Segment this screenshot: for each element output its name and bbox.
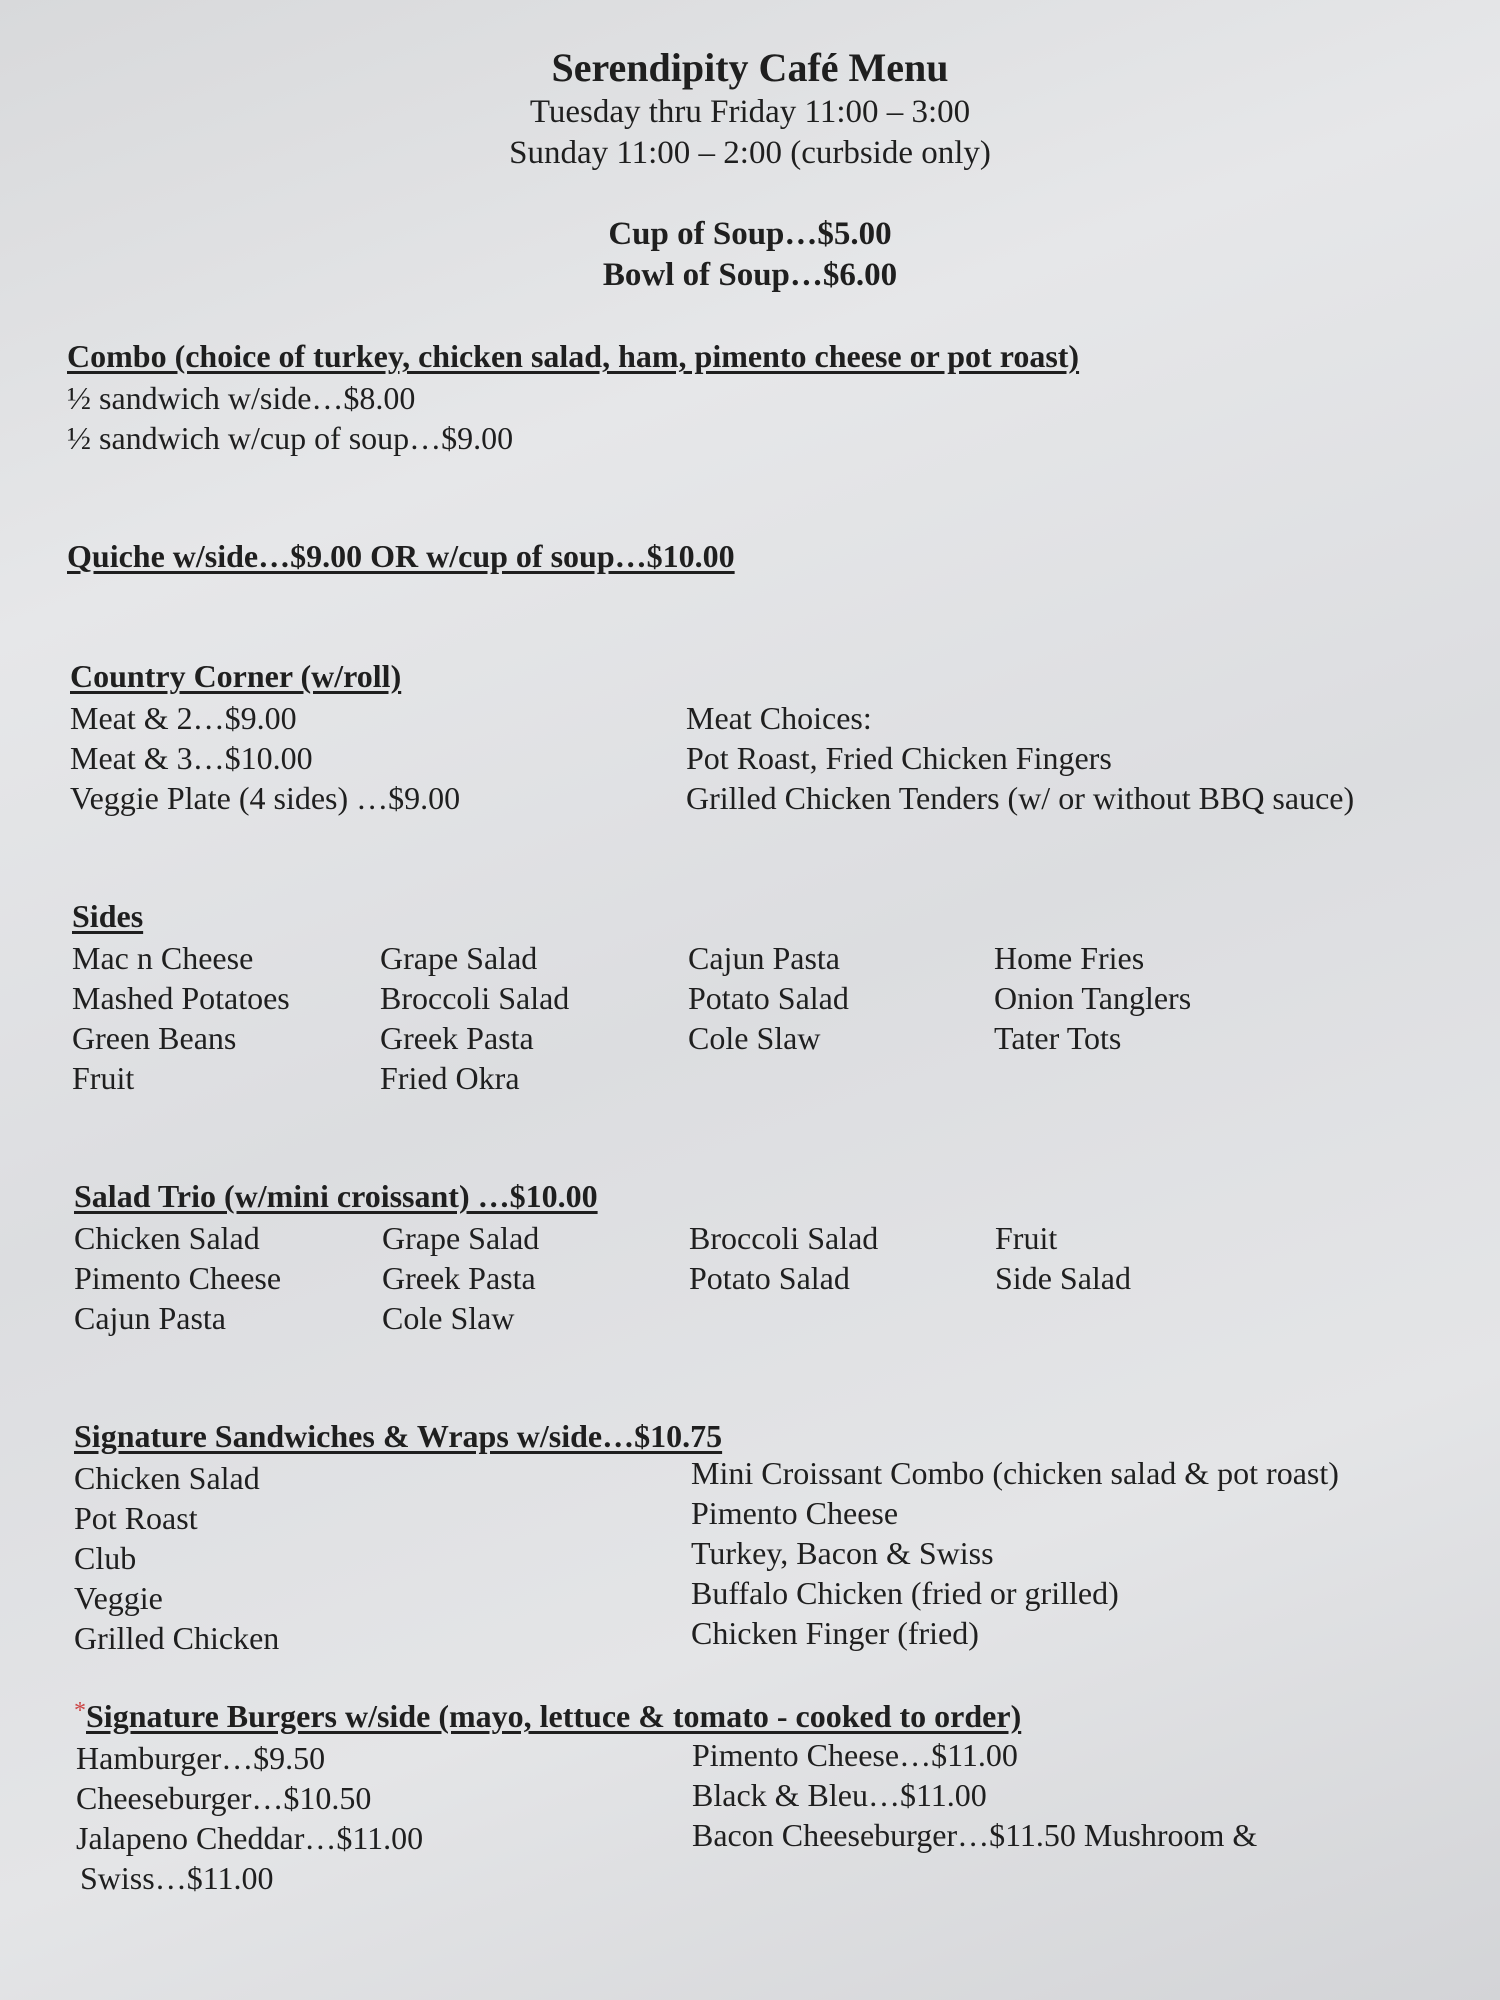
- sandwiches-col-1: [74, 1458, 279, 1658]
- meat-choices-label: Meat Choices:: [686, 700, 872, 736]
- salad-item: Grape Salad: [382, 1220, 540, 1256]
- burgers-col-2: [692, 1735, 1257, 1855]
- sandwiches-heading: Signature Sandwiches & Wraps w/side…$10.75: [74, 1418, 723, 1454]
- combo-list: [67, 378, 513, 458]
- side-item: Fruit: [72, 1060, 135, 1096]
- sides-col-1: [72, 938, 290, 1098]
- hours-weekday: Tuesday thru Friday 11:00 – 3:00: [529, 94, 971, 130]
- meat-choice: Pot Roast, Fried Chicken Fingers: [686, 740, 1112, 776]
- salad-item: Side Salad: [995, 1260, 1131, 1296]
- side-item: Mac n Cheese: [72, 940, 254, 976]
- sandwich-item: Grilled Chicken: [74, 1620, 280, 1656]
- combo-item: ½ sandwich w/cup of soup…$9.00: [67, 420, 514, 456]
- sandwich-item: Chicken Salad: [74, 1460, 260, 1496]
- side-item: Broccoli Salad: [380, 980, 570, 1016]
- soup-cup-price: Cup of Soup…$5.00: [608, 216, 892, 252]
- sandwich-item: Veggie: [74, 1580, 163, 1616]
- sides-col-4: [994, 938, 1191, 1058]
- salad-item: Cajun Pasta: [74, 1300, 226, 1336]
- soup-bowl-price: Bowl of Soup…$6.00: [602, 257, 898, 293]
- salad-item: Fruit: [995, 1220, 1058, 1256]
- salad-item: Greek Pasta: [382, 1260, 536, 1296]
- salad-item: Chicken Salad: [74, 1220, 260, 1256]
- asterisk-mark: *: [74, 1698, 86, 1724]
- quiche-heading: Quiche w/side…$9.00 OR w/cup of soup…$10.00: [67, 538, 735, 574]
- sandwich-item: Chicken Finger (fried): [691, 1615, 979, 1651]
- combo-heading: Combo (choice of turkey, chicken salad, ham, pimento cheese or pot roast): [67, 338, 1080, 374]
- burgers-heading-row: [74, 1698, 1021, 1735]
- burger-item: Hamburger…$9.50: [76, 1740, 326, 1776]
- burger-item: Jalapeno Cheddar…$11.00: [76, 1820, 424, 1856]
- salad-item: Pimento Cheese: [74, 1260, 282, 1296]
- sandwiches-col-2: [691, 1453, 1339, 1653]
- meat-choices: [686, 698, 1354, 818]
- country-item: Veggie Plate (4 sides) …$9.00: [70, 780, 461, 816]
- side-item: Green Beans: [72, 1020, 237, 1056]
- sandwich-item: Club: [74, 1540, 137, 1576]
- sandwich-item: Pot Roast: [74, 1500, 198, 1536]
- hours-sunday: Sunday 11:00 – 2:00 (curbside only): [509, 135, 991, 171]
- combo-item: ½ sandwich w/side…$8.00: [67, 380, 416, 416]
- burgers-heading: Signature Burgers w/side (mayo, lettuce & tomato - cooked to order): [86, 1698, 1022, 1734]
- side-item: Fried Okra: [380, 1060, 520, 1096]
- burger-item: Cheeseburger…$10.50: [76, 1780, 372, 1816]
- country-item: Meat & 3…$10.00: [70, 740, 313, 776]
- salad-trio-col-2: [382, 1218, 539, 1338]
- country-item: Meat & 2…$9.00: [70, 700, 297, 736]
- salad-item: Cole Slaw: [382, 1300, 515, 1336]
- burgers-col-1: [76, 1738, 423, 1898]
- salad-trio-col-1: [74, 1218, 281, 1338]
- country-heading: Country Corner (w/roll): [70, 658, 402, 694]
- salad-item: Broccoli Salad: [689, 1220, 879, 1256]
- side-item: Grape Salad: [380, 940, 538, 976]
- side-item: Onion Tanglers: [994, 980, 1192, 1016]
- sides-col-2: [380, 938, 569, 1098]
- salad-item: Potato Salad: [689, 1260, 850, 1296]
- side-item: Cajun Pasta: [688, 940, 840, 976]
- side-item: Cole Slaw: [688, 1020, 821, 1056]
- burger-item: Black & Bleu…$11.00: [692, 1777, 987, 1813]
- side-item: Home Fries: [994, 940, 1145, 976]
- salad-trio-col-4: [995, 1218, 1131, 1298]
- sandwich-item: Buffalo Chicken (fried or grilled): [691, 1575, 1119, 1611]
- side-item: Tater Tots: [994, 1020, 1122, 1056]
- sides-col-3: [688, 938, 849, 1058]
- sandwich-item: Turkey, Bacon & Swiss: [691, 1535, 994, 1571]
- country-list: [70, 698, 460, 818]
- meat-choice: Grilled Chicken Tenders (w/ or without BBQ sauce): [686, 780, 1355, 816]
- sides-heading: Sides: [72, 898, 144, 934]
- burger-item: Bacon Cheeseburger…$11.50 Mushroom &: [692, 1817, 1258, 1853]
- menu-title: Serendipity Café Menu: [551, 45, 949, 90]
- sandwich-item: Pimento Cheese: [691, 1495, 899, 1531]
- side-item: Mashed Potatoes: [72, 980, 290, 1016]
- side-item: Potato Salad: [688, 980, 849, 1016]
- salad-trio-col-3: [689, 1218, 878, 1298]
- burger-item: Pimento Cheese…$11.00: [692, 1737, 1018, 1773]
- salad-trio-heading: Salad Trio (w/mini croissant) …$10.00: [74, 1178, 598, 1214]
- side-item: Greek Pasta: [380, 1020, 534, 1056]
- sandwich-item: Mini Croissant Combo (chicken salad & pot roast): [691, 1455, 1339, 1491]
- burger-item: Swiss…$11.00: [80, 1860, 274, 1896]
